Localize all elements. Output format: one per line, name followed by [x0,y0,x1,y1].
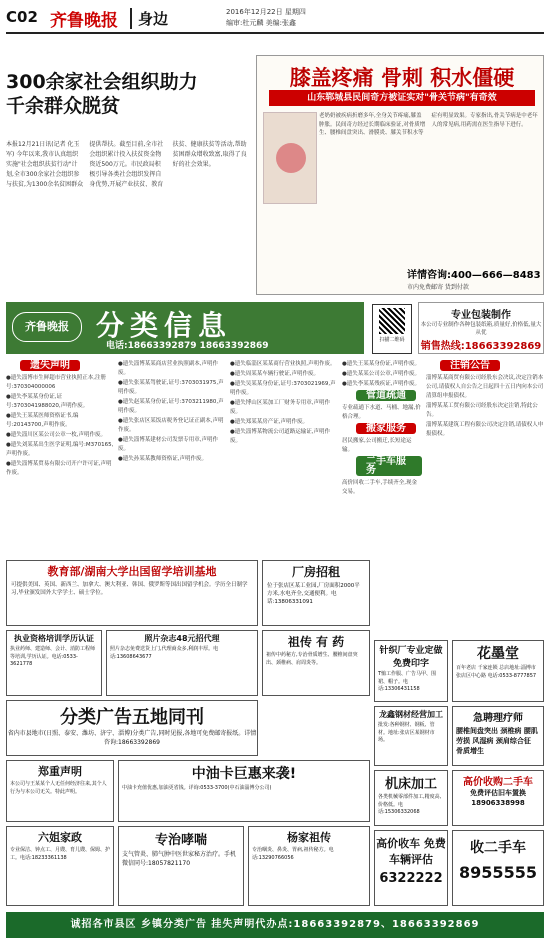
photo-magazine-ad: 照片杂志48元招代理 照片杂志免费送货上门,代理商众多,利润丰厚。电话:13608643677 [106,630,258,696]
knee-icon [276,143,306,173]
list-item: ●遗失王某某身份证,声明作废。 [342,361,421,367]
car-evaluation-ad: 高价收车 免费车辆评估 6322222 [374,830,448,906]
hall-ad: 花墨堂 百年老店 千家连锁 总店地址:淄博市张店区中心路 电话:0533-8777857 [452,640,544,702]
banner-logo: 齐鲁晚报 [12,312,82,342]
banner-title: 分类信息 [96,309,233,342]
list-item: ●遗失郑某某房产证,声明作废。 [230,419,309,425]
classified-banner [6,302,364,354]
statement-ad: 郑重声明 本公司与王某某个人无任何经济往来,其个人行为与本公司无关。特此声明。 [6,760,114,822]
list-item: ●遗失张店区某饭店税务登记证正副本,声明作废。 [118,418,224,433]
qr-code: 扫描二维码 [372,304,412,354]
list-item: ●遗失淄川区某公司公章一枚,声明作废。 [6,432,107,438]
date-line: 2016年12月22日 星期四 编审:杜元麟 美编:张鑫 [226,8,306,27]
steel-ad: 龙鑫钢材经营加工 批发:各种钢材、钢板、管材。地址:张店区某钢材市场。 [374,706,448,766]
list-item: ●遗失淄博某物流公司道路运输证,声明作废。 [230,429,331,444]
news-body: 本报12月21日讯(记者 化玉军) 今年以来,我市认真组织实施"社会组织扶贫行动"计划,全市300余家社会组织参与扶贫,为1300余名贫困群众提供帮扶。截至目前,全市社会组织累计投入扶贫资金物资近500万元。市民政局积极引导各类社会组织发挥自身优势,开展产业扶贫、教育扶贫、健康扶贫等活动,帮助贫困群众增收致富,取得了良好的社会效果。 [6,141,247,188]
ad-subhead: 山东郓城县民间奇方被证实对"骨关节病"有奇效 [269,90,535,106]
news-headline: 300余家社会组织助力千余群众脱贫 [6,71,198,117]
used-car-ad: 收二手车 8955555 [452,830,544,906]
certification-ad: 执业资格培训学历认证 执业药师、建造师、会计、消防工程师等培训,学历认证。电话:0533-3621778 [6,630,102,696]
list-item: ●遗失李某某身份证,证号:3703041988020,声明作废。 [6,394,89,409]
banner-tel: 电话:18663392879 18663392869 [106,341,269,351]
packaging-ad [418,302,544,354]
machining-ad: 机床加工 各类机械零部件加工,精度高,价格低。电话:15306332068 [374,770,448,826]
list-item: ●遗失孙某某教师资格证,声明作废。 [118,456,208,462]
section-title: 身边 [130,8,168,29]
medicine-ad: 祖传 有 药 祖传中药秘方,专治骨质增生、腰椎间盘突出、颈椎病、肩周炎等。 [262,630,370,696]
brand-logo: 齐鲁晚报 [50,11,118,31]
list-item: ●遗失淄博某建材公司发票专用章,声明作废。 [118,437,219,452]
used-car-buy-ad: 高价收购二手车 免费评估旧车置换 18906338998 [452,770,544,826]
list-item: ●遗失周某某车辆行驶证,声明作废。 [230,371,320,377]
packaging-desc: 本公司专业制作各种包装纸箱,质量好,价格低,量大从优 [420,322,542,336]
classified-column-5 [426,360,544,660]
ad-headline: 膝盖疼痛 骨刺 积水僵硬 [289,66,515,90]
list-item: ●遗失张某某驾驶证,证号:3703031975,声明作废。 [118,380,224,395]
list-item: ●遗失刘某某出生医学证明,编号:M370165,声明作废。 [6,442,114,457]
list-item: ●遗失淄博某贸易有限公司开户许可证,声明作废。 [6,461,112,476]
list-item: 淄博某某工贸有限公司经股东决定注销,特此公告。 [426,403,538,418]
column-heading: 搬家服务 [356,423,416,434]
column-heading: 遗失声明 [20,360,80,371]
list-item: 高价回收二手车,手续齐全,现金交易。 [342,480,417,495]
therapist-ad: 急聘理疗师 腰椎间盘突出 颈椎病 腰肌劳损 风湿病 颈肩综合征 骨质增生 [452,706,544,766]
footer-banner: 诚招各市县区 乡镇分类广告 挂失声明代办点:18663392879、18663392869 [6,912,544,938]
column-heading: 注销公告 [440,360,500,371]
ad-body: 老奶奶被疾病折磨多年,全身关节疼痛,膝盖肿胀。民间奇方经过长期临床验证,对骨质增生、腰椎间盘突出、滑膜炎、膝关节积水等症有明显效果。专家指出,骨关节病是中老年人的常见病,用药需在医生指导下进行。 [319,113,538,136]
five-city-ad: 分类广告五地同刊 省内市县地市(日照、泰安、潍坊、济宁、淄博)分类广告,同时见报,各地可免费邮寄报纸。详情咨询:18663392869 [6,700,258,756]
column-heading: 二手车服务 [356,456,422,476]
page-number: C02 [6,8,38,26]
list-item: ●遗失李某某残疾证,声明作废。 [342,381,421,387]
packaging-title: 专业包装制作 [451,310,511,321]
list-item: 淄博某某商贸有限公司经股东会决议,决定注销本公司,请债权人自公告之日起四十五日内向本公司清算组申报债权。 [426,375,544,399]
ad-address: 市内免费邮寄 货到付款 [407,284,469,291]
list-item: ●遗失吴某某身份证,证号:3703021969,声明作废。 [230,381,336,396]
fuel-card-ad: 中油卡巨惠来袭! 中油卡充值优惠,加油更省钱。详询:0533-3700(中石油淄博分公司) [118,760,370,822]
list-item: ●遗失淄博某某商店营业执照副本,声明作废。 [118,361,219,376]
list-item: ●遗失某某公司公章,声明作废。 [342,371,421,377]
factory-rent-ad: 厂房招租 位于张店区某工业园,厂房面积2000平方米,水电齐全,交通便利。电话:13806331091 [262,560,370,626]
list-item: ●遗失王某某医师资格证书,编号:20143700,声明作废。 [6,413,79,428]
yang-family-ad: 杨家祖传 专治咽炎、鼻炎、胃病,祖传秘方。电话:13290766056 [248,826,370,906]
page-header [6,4,544,34]
housekeeping-ad: 六姐家政 专业保洁、钟点工、月嫂、育儿嫂、保姆、护工。电话:18233361138 [6,826,114,906]
qr-icon [379,308,405,334]
list-item: ●遗失淄博市生鲜超市营业执照正本,注册号:370304000006 [6,375,107,390]
list-item: 淄博某某建筑工程有限公司决定注销,请债权人申报债权。 [426,422,544,437]
education-ad: 教育部/湖南大学出国留学培训基地 可提供美国、英国、新西兰、加拿大、澳大利亚、韩国、俄罗斯等国出国留学机会。学历全日制学习,毕业颁发国外大学学士、硕士学位。 [6,560,258,626]
list-item: 居民搬家,公司搬迁,长短途运输。 [342,438,412,453]
list-item: ●遗失临淄区某某商行营业执照,声明作废。 [230,361,336,367]
list-item: 专业疏通下水道、马桶、地漏,价格合理。 [342,405,421,420]
list-item: ●遗失赵某某身份证,证号:3703211980,声明作废。 [118,399,224,414]
knitting-ad: 针织厂专业定做 免费印字 T恤工作服、广告马甲、围裙、帽子。电话:13306431158 [374,640,448,702]
ad-phone: 详情咨询:400—666—8483 [407,270,541,281]
health-ad [256,55,544,295]
ad-image [263,112,317,204]
packaging-tel: 销售热线:18663392869 [420,341,542,352]
column-heading: 管道疏通 [356,390,416,401]
asthma-ad: 专治哮喘 支气管炎、肺气肿中医世家秘方治疗。手机微信同号:18057821170 [118,826,244,906]
list-item: ●遗失博山区某加工厂财务专用章,声明作废。 [230,400,331,415]
